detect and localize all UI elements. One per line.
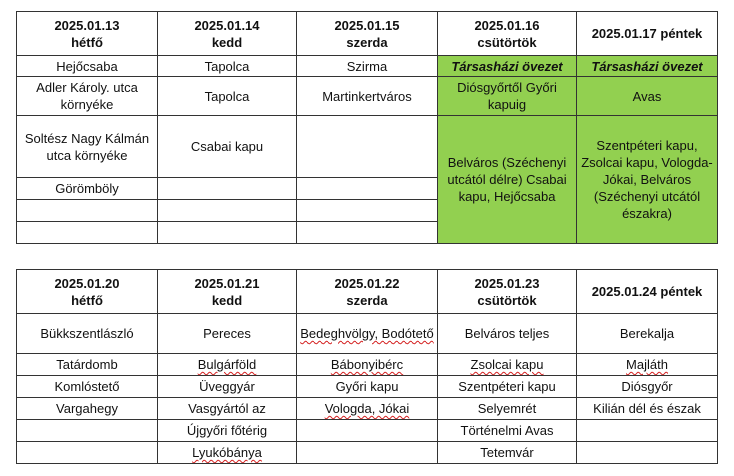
header-date: 2025.01.21 bbox=[194, 275, 260, 291]
table-cell bbox=[158, 354, 297, 376]
header-cell bbox=[577, 270, 718, 314]
table-cell bbox=[297, 116, 438, 178]
table-cell: Diósgyőr bbox=[577, 376, 718, 398]
header-cell bbox=[17, 270, 158, 314]
header-row bbox=[17, 12, 718, 56]
table-cell bbox=[158, 222, 297, 244]
table-cell: Tatárdomb bbox=[17, 354, 158, 376]
table-cell: Vasgyártól az bbox=[158, 398, 297, 420]
table-cell bbox=[577, 442, 718, 464]
header-day: csütörtök bbox=[477, 292, 537, 308]
cell-text: Bábonyibérc bbox=[330, 357, 404, 372]
table-cell: Szirma bbox=[297, 56, 438, 77]
table-cell: Soltész Nagy Kálmán utca környéke bbox=[17, 116, 158, 178]
table-cell bbox=[17, 200, 158, 222]
header-cell bbox=[158, 12, 297, 56]
table-row bbox=[17, 354, 718, 376]
schedule-table-week-2 bbox=[16, 269, 718, 464]
table-row bbox=[17, 442, 718, 464]
header-cell bbox=[158, 270, 297, 314]
table-cell: Komlóstető bbox=[17, 376, 158, 398]
header-cell bbox=[438, 12, 577, 56]
table-cell: Újgyőri főtérig bbox=[158, 420, 297, 442]
table-cell bbox=[158, 200, 297, 222]
table-cell: Pereces bbox=[158, 314, 297, 354]
table-cell: Avas bbox=[577, 77, 718, 116]
table-cell: Selyemrét bbox=[438, 398, 577, 420]
header-cell bbox=[297, 270, 438, 314]
table-cell bbox=[297, 314, 438, 354]
header-date: 2025.01.17 péntek bbox=[591, 26, 703, 41]
table-cell bbox=[297, 354, 438, 376]
table-cell bbox=[577, 420, 718, 442]
cell-text: Majláth bbox=[626, 357, 668, 372]
table-cell: Hejőcsaba bbox=[17, 56, 158, 77]
table-cell: Belváros (Széchenyi utcától délre) Csabai kapu, Hejőcsaba bbox=[438, 116, 577, 244]
table-cell: Vargahegy bbox=[17, 398, 158, 420]
table-cell: Martinkertváros bbox=[297, 77, 438, 116]
table-cell: Szentpéteri kapu bbox=[438, 376, 577, 398]
table-cell: Szentpéteri kapu, Zsolcai kapu, Vologda-Jókai, Belváros (Széchenyi utcától északra) bbox=[577, 116, 718, 244]
header-date: 2025.01.22 bbox=[334, 275, 400, 291]
table-cell: Tetemvár bbox=[438, 442, 577, 464]
table-cell: Üveggyár bbox=[158, 376, 297, 398]
table-cell: Tapolca bbox=[158, 56, 297, 77]
header-day: hétfő bbox=[71, 292, 103, 308]
table-cell bbox=[17, 420, 158, 442]
table-cell: Belváros teljes bbox=[438, 314, 577, 354]
table-cell bbox=[297, 442, 438, 464]
table-row bbox=[17, 420, 718, 442]
table-cell bbox=[297, 200, 438, 222]
table-cell bbox=[438, 354, 577, 376]
header-day: hétfő bbox=[71, 34, 103, 50]
header-cell bbox=[438, 270, 577, 314]
table-row bbox=[17, 77, 718, 116]
header-day: kedd bbox=[211, 292, 243, 308]
table-cell: Görömböly bbox=[17, 178, 158, 200]
table-cell: Tapolca bbox=[158, 77, 297, 116]
header-date: 2025.01.15 bbox=[334, 17, 400, 33]
schedule-table-week-1 bbox=[16, 11, 718, 244]
table-row bbox=[17, 398, 718, 420]
header-date: 2025.01.20 bbox=[54, 275, 120, 291]
header-date: 2025.01.13 bbox=[54, 17, 120, 33]
header-date: 2025.01.16 bbox=[474, 17, 540, 33]
table-cell bbox=[158, 442, 297, 464]
table-cell: Győri kapu bbox=[297, 376, 438, 398]
table-cell bbox=[158, 178, 297, 200]
table-cell bbox=[297, 178, 438, 200]
table-cell bbox=[17, 442, 158, 464]
table-cell bbox=[297, 420, 438, 442]
table-cell: Diósgyőrtől Győri kapuig bbox=[438, 77, 577, 116]
header-day: csütörtök bbox=[477, 34, 537, 50]
cell-text: Bulgárföld bbox=[197, 357, 257, 372]
header-day: szerda bbox=[346, 34, 388, 50]
header-cell bbox=[297, 12, 438, 56]
table-cell: Társasházi övezet bbox=[438, 56, 577, 77]
table-cell bbox=[297, 222, 438, 244]
table-cell bbox=[297, 398, 438, 420]
table-cell bbox=[17, 222, 158, 244]
table-cell: Történelmi Avas bbox=[438, 420, 577, 442]
cell-text: Zsolcai kapu bbox=[470, 357, 544, 372]
header-row bbox=[17, 270, 718, 314]
table-cell bbox=[577, 354, 718, 376]
header-date: 2025.01.24 péntek bbox=[591, 284, 703, 299]
header-date: 2025.01.14 bbox=[194, 17, 260, 33]
table-cell: Adler Károly. utca környéke bbox=[17, 77, 158, 116]
table-cell: Bükkszentlászló bbox=[17, 314, 158, 354]
header-day: kedd bbox=[211, 34, 243, 50]
header-date: 2025.01.23 bbox=[474, 275, 540, 291]
cell-text: Vologda, Jókai bbox=[324, 401, 410, 416]
table-cell: Kilián dél és észak bbox=[577, 398, 718, 420]
header-day: szerda bbox=[346, 292, 388, 308]
table-row bbox=[17, 376, 718, 398]
header-cell bbox=[17, 12, 158, 56]
table-cell: Berekalja bbox=[577, 314, 718, 354]
cell-text: Bedeghvölgy, Bodótető bbox=[300, 326, 434, 341]
table-row bbox=[17, 56, 718, 77]
table-row bbox=[17, 116, 718, 178]
cell-text: Lyukóbánya bbox=[192, 445, 262, 460]
table-cell: Csabai kapu bbox=[158, 116, 297, 178]
table-cell: Társasházi övezet bbox=[577, 56, 718, 77]
table-row bbox=[17, 314, 718, 354]
header-cell bbox=[577, 12, 718, 56]
